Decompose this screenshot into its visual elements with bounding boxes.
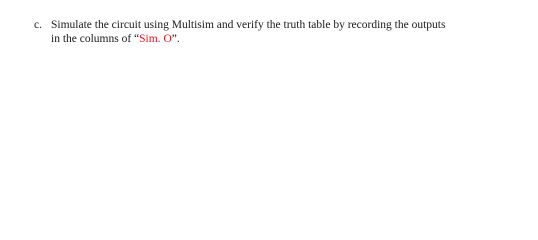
line-2-suffix: ”. [171, 33, 180, 45]
instruction-line-1: Simulate the circuit using Multisim and verify the truth table by recording the outputs [51, 19, 446, 31]
instruction-item [35, 18, 525, 46]
sim-o-column-name: Sim. O [139, 33, 172, 45]
line-2-prefix: in the columns of “ [51, 33, 140, 45]
instruction-line-2 [51, 32, 525, 46]
list-marker: c. [34, 19, 42, 31]
instruction-text [51, 18, 525, 46]
